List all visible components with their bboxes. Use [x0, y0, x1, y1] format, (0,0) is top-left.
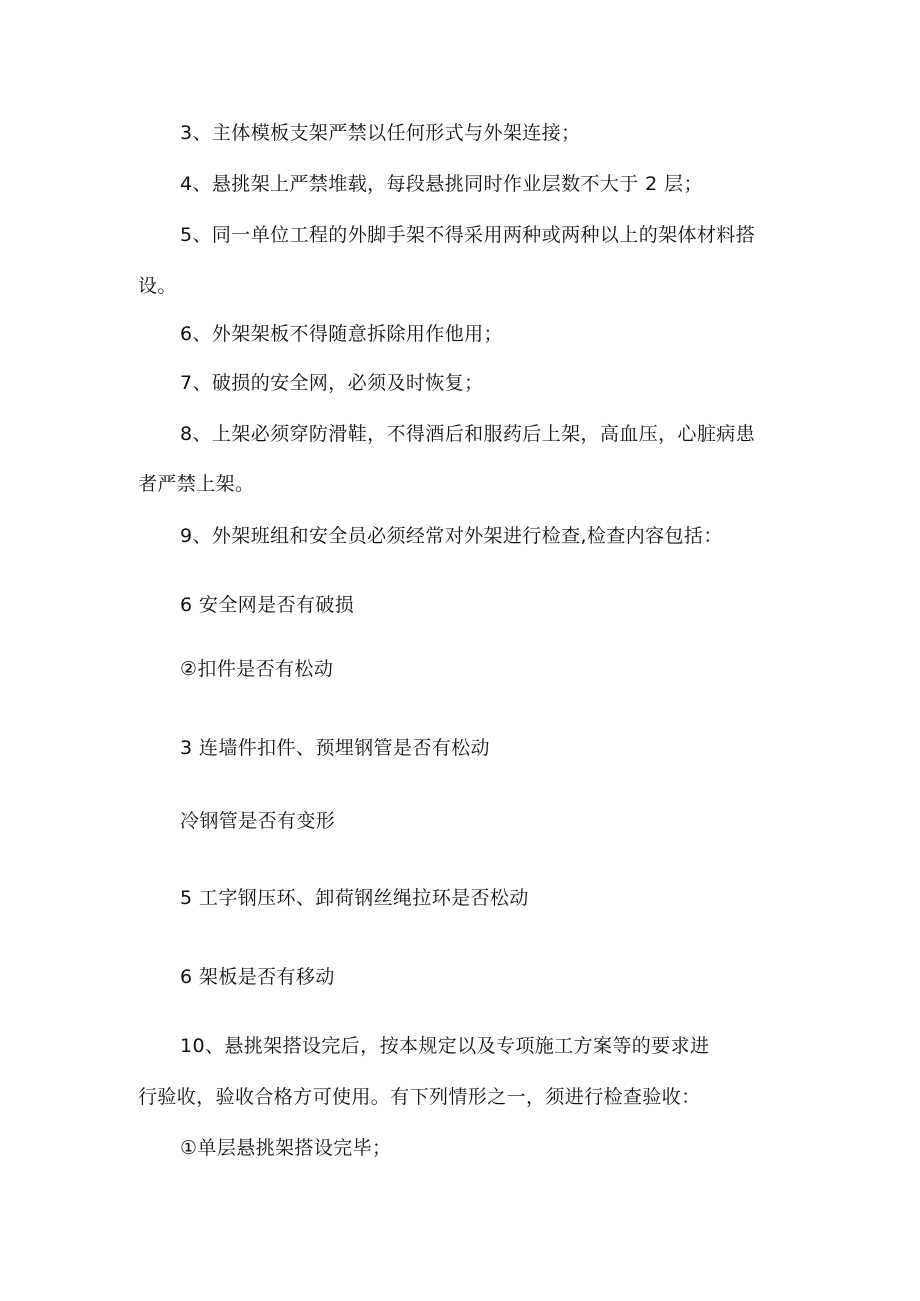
paragraph-3: 3、主体模板支架严禁以任何形式与外架连接； [180, 122, 581, 144]
check-item-1: 6 安全网是否有破损 [180, 594, 355, 616]
check-item-2: ②扣件是否有松动 [180, 658, 334, 680]
check-item-3: 3 连墙件扣件、预埋钢管是否有松动 [180, 737, 490, 759]
paragraph-8-line-1: 8、上架必须穿防滑鞋，不得酒后和服药后上架，高血压，心脏病患 [180, 423, 756, 445]
paragraph-7: 7、破损的安全网，必须及时恢复； [180, 372, 484, 394]
acceptance-item-1: ①单层悬挑架搭设完毕； [180, 1137, 392, 1159]
paragraph-4: 4、悬挑架上严禁堆载，每段悬挑同时作业层数不大于 2 层； [180, 173, 703, 195]
paragraph-9: 9、外架班组和安全员必须经常对外架进行检查,检查内容包括： [180, 525, 723, 547]
check-item-4: 冷钢管是否有变形 [180, 810, 336, 832]
paragraph-10-line-1: 10、悬挑架搭设完后，按本规定以及专项施工方案等的要求进 [180, 1035, 710, 1057]
paragraph-8-line-2: 者严禁上架。 [138, 473, 255, 495]
check-item-5: 5 工字钢压环、卸荷钢丝绳拉环是否松动 [180, 887, 529, 909]
paragraph-6: 6、外架架板不得随意拆除用作他用； [180, 323, 503, 345]
paragraph-5-line-1: 5、同一单位工程的外脚手架不得采用两种或两种以上的架体材料搭 [180, 224, 756, 246]
paragraph-5-line-2: 设。 [138, 275, 177, 297]
check-item-6: 6 架板是否有移动 [180, 966, 335, 988]
paragraph-10-line-2: 行验收，验收合格方可使用。有下列情形之一，须进行检查验收： [138, 1086, 701, 1108]
